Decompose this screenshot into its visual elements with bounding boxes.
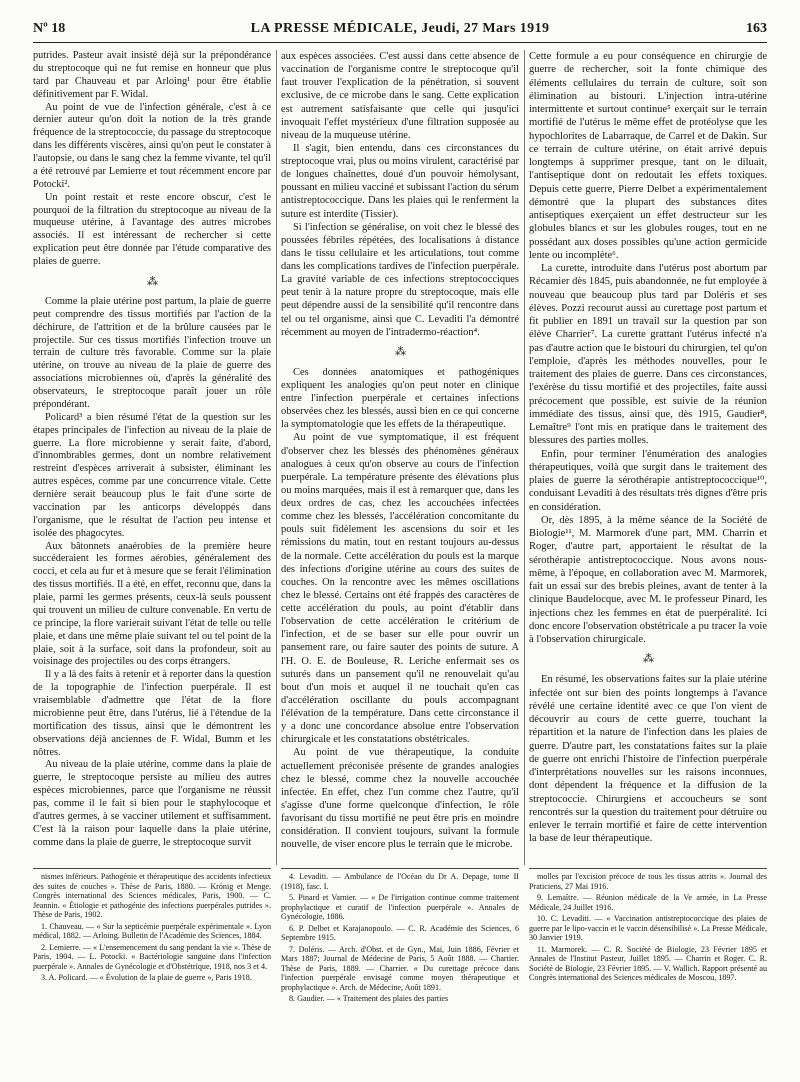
paragraph: Un point restait et reste encore obscur, c'est le pourquoi de la filtration du streptocoque au niveau de la muqueuse utérine, à l'avantage des autres microbes associés. Il est intéressant de rechercher si cette explication peut être donnée par l'étude comparative des plaies de guerre.: [33, 191, 271, 267]
footnote: 7. Doléris. — Arch. d'Obst. et de Gyn., Mai, Juin 1886, Février et Mars 1887; Journal de Médecine de Paris, 5 Août 1888. — Chartier. Thèse de Paris, 1889. — Charrier. « Du curettage précoce dans l'infection puerpérale envisagé comme moyen thérapeutique et prophylactique ». Arch. de Médecine, Août 1891.: [281, 944, 519, 992]
footnote: molles par l'excision précoce de tous les tissus attrits ». Journal des Praticiens, 27 Mai 1916.: [529, 872, 767, 891]
section-separator: ⁂: [643, 653, 653, 666]
page-number-right: 163: [746, 21, 767, 36]
section-separator: ⁂: [395, 345, 405, 358]
paragraph: Aux bâtonnets anaérobies de la première heure succéderaient les formes aérobies, généralement des cocci, et cela au fur et à mesure que se ferait l'élimination des tissus mortifiés. Il a été, en effet, reconnu que, dans la plaie, parmi les germes présents, ceux-là seuls poussent qui trouvent un milieu de culture convenable. En vertu de ce principe, la flore varierait suivant l'état de telle ou telle plaie, et dans une même plaie suivant tel ou tel point de la plaie, soit à la surface, soit dans la profondeur, soit au voisinage des projectiles ou des corps étrangers.: [33, 540, 271, 668]
paragraph: Il y a là des faits à retenir et à reporter dans la question de la topographie de l'infection puerpérale. Il est vraisemblable d'admettre que l'état de la flore microbienne peut être, dans l'utérus, lié à l'étendue de la mortification des tissus, ainsi que le démontrent les observations déjà anciennes de F. Widal, Bumm et les nôtres.: [33, 669, 271, 758]
paragraph: Au point de vue symptomatique, il est fréquent d'observer chez les blessés des phénomènes généraux analogues à ceux qu'on observe au cours de l'infection puerpérale. La température présente des élévations plus ou moins marquées, mais il est à remarquer que, dans les deux ordres de cas, chez les accouchées infectées comme chez les blessés, l'accélération concomitante du pouls suit fidèlement les ascensions du soir et les rémissions du matin, tout en restant toujours au-dessus de la normale. Cette accélération du pouls est la marque des infections d'origine utérine au cours des suites de couches. On la rencontre avec les mêmes oscillations chez le blessé. Certains ont été frappés des caractères de cette accélération du pouls, au point d'établir dans l'observation de cette accélération le critérium de l'infection, et de se baser sur elle pour ouvrir un pansement rare, ou faire sauter des points de suture. A l'H. O. E. de Bouleuse, R. Leriche enfermait ses os suturés dans un pansement qu'il ne renouvelait qu'au bout d'un mois et auquel il ne touchait qu'en cas d'accélération oscillante du pouls accompagnant l'élévation de la température. Dans cette circonstance il y a donc une concordance absolue entre l'observation chirurgicale et les constatations obstétricales.: [281, 432, 519, 746]
footnote-rule: [281, 868, 519, 869]
footnote: 11. Marmorek. — C. R. Société de Biologie, 23 Février 1895 et Annales de l'Institut Pasteur, Juillet 1895. — Charrin et Roger. C. R. Société de Biologie, 23 Février 1895. — V. Wallich. Rapport présenté au Congrès international des Sciences médicales de Moscou, 1897.: [529, 944, 767, 982]
column-divider: [524, 50, 525, 865]
paragraph: Au point de vue thérapeutique, la conduite actuellement préconisée présente de grandes analogies chez le blessé, comme chez la nouvelle accouchée infectée. En effet, chez l'un comme chez l'autre, qu'il s'agisse d'une forme quelconque d'infection, le rôle favorisant du tissu mortifié ne peut être pris en moindre considération. Il convient toujours, suivant la formule nouvelle, de viser encore plus le terrain que le microbe.: [281, 747, 519, 851]
header-rule: [33, 42, 767, 43]
paragraph: Comme la plaie utérine post partum, la plaie de guerre peut comprendre des tissus mortifiés par l'action de la déchirure, de l'attrition et de la brûlure causées par le projectile. Sur ces tissus mortifiés l'infection trouve un terrain de culture très favorable. Comme sur la plaie utérine, on trouve au niveau de la plaie de guerre des associations microbiennes où, d'après la généralité des observateurs, le streptocoque paraît jouer un rôle prépondérant.: [33, 295, 271, 410]
footnotes-column-2: [281, 872, 519, 1006]
column-divider: [276, 50, 277, 865]
paragraph: Il s'agit, bien entendu, dans ces circonstances du streptocoque vrai, plus ou moins virulent, caractérisé par de longues chaînettes, doué d'un pouvoir hémolysant, poussant en milieu vacciné et subissant l'action du sérum antistreptococcique. Dans les plaies qui le renferment la suture est interdite (Tissier).: [281, 142, 519, 220]
text-column-2: [281, 50, 519, 851]
journal-title: LA PRESSE MÉDICALE, Jeudi, 27 Mars 1919: [250, 21, 550, 36]
paragraph: putrides. Pasteur avait insisté déjà sur la prépondérance du streptocoque qui ne fut remise en honneur que plus tard par Chauveau et par Arloing¹ pour être établie définitivement par F. Widal.: [33, 50, 271, 100]
paragraph: Ces données anatomiques et pathogéniques expliquent les analogies qu'on peut noter en clinique entre l'infection puerpérale et certaines infections observées chez les blessés, aussi bien en ce qui concerne la symptomatologie que les effets de la thérapeutique.: [281, 366, 519, 431]
text-column-1: [33, 50, 271, 850]
paragraph: En résumé, les observations faites sur la plaie utérine infectée ont sur bien des points longtemps à l'avance révélé une certaine identité avec ce que l'on vient de découvrir au cours de cette guerre, touchant la répartition et la nature de l'infection dans les plaies de guerre. D'autre part, les constatations faites sur la plaie de guerre ont enrichi l'histoire de l'infection puerpérale d'interprétations nouvelles sur les raisons inconnues, dont dépendent la fréquence et la diffusion de la streptococcie. Chirurgiens et accoucheurs se sont rencontrés sur la question du traitement pour détruire ou enlever le terrain mortifié et faire de cette intervention la base de leur thérapeutique.: [529, 674, 767, 845]
paragraph: Or, dès 1895, à la même séance de la Société de Biologie¹¹, M. Marmorek d'une part, MM. Charrin et Roger, d'autre part, apportaient le résultat de la sérothérapie antistreptococcique. Nous avons nous-même, à l'époque, en collaboration avec M. Marmorek, fait un essai sur des brebis pleines, avant de tenter à la clinique Baudelocque, avec M. le professeur Pinard, les injections chez les femmes en état de puerpéralité. Ici donc encore l'observation obstétricale a pu tracer la voie à l'observation chirurgicale.: [529, 514, 767, 645]
paragraph: Si l'infection se généralise, on voit chez le blessé des poussées fébriles répétées, des localisations à distance dans le tissu cellulaire et les articulations, tout comme dans les complications tardives de l'infection puerpérale. La gravité variable de ces infections streptococciques peut tenir à la nature propre du streptocoque, mais elle peut dépendre aussi de la sensibilité qu'il rencontre dans tel ou tel organisme, ainsi que C. Levaditi l'a démontré récemment au moyen de l'intradermo-réaction⁴.: [281, 221, 519, 338]
paragraph: Cette formule a eu pour conséquence en chirurgie de guerre de rechercher, soit la fonte chimique des éléments cellulaires du terrain de culture, soit son élimination au bistouri. L'injection intra-utérine intermittente et surtout continue⁵ exerçait sur le terrain mortifié de l'utérus le même effet de protéolyse que les hypochlorites de Labarraque, de Carrel et de Dakin. Sur ce terrain de culture utérine, on était arrivé depuis longtemps à supprimer presque, tant on le diluait, l'antiseptique dont on redoutait les effets toxiques. Depuis cette guerre, Pierre Delbet a expérimentalement démontré que la plupart des substances dites antiseptiques exerçaient un effet destructeur sur les globules blancs et sur les globules rouges, tout en ne possédant aux doses possibles qu'une action germicide lente ou incomplète⁶.: [529, 51, 767, 261]
footnotes-column-1: [33, 872, 271, 985]
paragraph: La curette, introduite dans l'utérus post abortum par Récamier dès 1845, puis abandonnée, ne fut employée à nouveau que beaucoup plus tard par Doléris et ses élèves. Pozzi recourut aussi au curettage post partum et fit publier en 1891 un travail sur la question par son élève Charrier⁷. La curette grattant l'utérus infecté n'a pas d'autre action que le bistouri du chirurgien, tel qu'on l'emploie, d'après les méthodes nouvelles, pour le traitement des plaies de guerre. Dans ces circonstances, l'exérèse du tissu mortifié et des projectiles, faite aussi précocement que possible, est suivie de la réunion immédiate des tissus, ainsi que, dès 1915, Gaudier⁸, Lemaître⁹ l'ont mis en pratique dans le traitement des blessures des parties molles.: [529, 263, 767, 447]
footnote: nismes inférieurs. Pathogénie et thérapeutique des accidents infectieux des suites de couches ». Thèse de Paris, 1880. — Krönig et Menge. Congrès international des Sciences médicales, Paris, 1900. — C. Jeannin. « Étiologie et pathogénie des infections puerpérales putrides ». Thèse de Paris, 1902.: [33, 872, 271, 919]
footnote: 3. A. Policard. — « Évolution de la plaie de guerre », Paris 1918.: [41, 973, 252, 982]
paragraph: Au point de vue de l'infection générale, c'est à ce dernier auteur qu'on doit la notion de la très grande fréquence de la streptococcie, du passage du streptocoque dans les différents viscères, ainsi qu'on peut le constater à l'autopsie, ou dans le sang chez la femme vivante, tel qu'il a été retrouvé par Lemierre et tout récemment encore par Potocki².: [33, 101, 271, 190]
section-separator: ⁂: [147, 275, 157, 288]
text-column-3: [529, 50, 767, 846]
footnote: 8. Gaudier. — « Traitement des plaies des parties: [289, 994, 449, 1003]
page-number-left: Nº 18: [33, 21, 66, 36]
footnote: 4. Levaditi. — Ambulance de l'Océan du Dr A. Depage, tome II (1918), fasc. I.: [281, 872, 519, 891]
footnote: 9. Lemaître. — Réunion médicale de la Ve armée, in La Presse Médicale, 24 Juillet 1916.: [529, 893, 767, 912]
footnote: 2. Lemierre. — « L'ensemencement du sang pendant la vie ». Thèse de Paris, 1904. — L. Potocki. « Bactériologie sanguine dans l'infection puerpérale ». Annales de Gynécologie et d'Obstétrique, 1918, nos 3 et 4.: [33, 942, 271, 971]
footnote: 5. Pinard et Varnier. — « De l'irrigation continue comme traitement prophylactique et curatif de l'infection puerpérale ». Annales de Gynécologie, 1886.: [281, 893, 519, 921]
footnote-rule: [529, 868, 767, 869]
footnote-rule: [33, 868, 271, 869]
footnote: 1. Chauveau. — « Sur la septicémie puerpérale expérimentale ». Lyon médical, 1882. — Arloing. Bulletin de l'Académie des Sciences, 1884.: [33, 921, 271, 940]
footnote: 10. C. Levaditi. — « Vaccination antistreptococcique des plaies de guerre par le lipo-vaccin et le vaccin désensibilisé ». La Presse Médicale, 30 Janvier 1919.: [529, 914, 767, 942]
paragraph: Policard³ a bien résumé l'état de la question sur les étapes principales de l'infection au niveau de la plaie de guerre. La flore microbienne y serait faite, d'abord, d'innombrables germes, dont un nombre relativement restreint d'espèces arriverait à subsister, éliminant les autres espèces, comme par une concurrence vitale. Cette dernière serait beaucoup plus le fait d'une sorte de vaccination par les anticorps développés dans l'organisme, que le résultat de l'action peu intense et isolée des phagocytes.: [33, 411, 271, 539]
page-header: [33, 21, 767, 41]
paragraph: Enfin, pour terminer l'énumération des analogies thérapeutiques, voilà que surgit dans le traitement des plaies de guerre la sérothérapie antistreptococcique¹⁰, conduisant Levaditi à des résultats très dignes d'être pris en considération.: [529, 448, 767, 513]
paragraph: Au niveau de la plaie utérine, comme dans la plaie de guerre, le streptocoque persiste au milieu des autres espèces microbiennes, parce que l'organisme ne réussit pas, comme il le fait si bien pour le staphylocoque et d'autres germes, à se vacciner utilement et suffisamment. C'est là la raison pour laquelle dans la plaie utérine, comme dans la plaie de guerre, le streptocoque survit: [33, 759, 271, 848]
footnote: 6. P. Delbet et Karajanopoulo. — C. R. Académie des Sciences, 6 Septembre 1915.: [281, 923, 519, 942]
footnotes-column-3: [529, 872, 767, 985]
paragraph: aux espèces associées. C'est aussi dans cette absence de vaccination de l'organisme contre le streptocoque qu'il faut trouver l'explication de la pénétration, si souvent exclusive, de ce microbe dans le sang. Cette explication est autrement satisfaisante que celle qui jusqu'ici invoquait l'effet mystérieux d'une filtration supposée au niveau de la muqueuse utérine.: [281, 51, 519, 141]
